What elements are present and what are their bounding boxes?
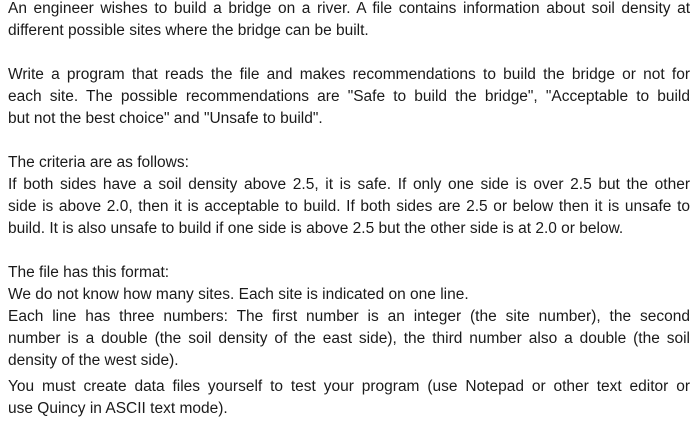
text-line: We do not know how many sites. Each site is indicated on one line. — [8, 286, 469, 303]
text-line: use Quincy in ASCII text mode). — [8, 400, 228, 417]
text-line: each site. The possible recommendations are "Safe to build the bridge", "Acceptable to build — [8, 88, 690, 105]
text-line: If both sides have a soil density above 2.5, it is safe. If only one side is over 2.5 but the other — [8, 176, 690, 193]
task-paragraph — [8, 64, 690, 130]
intro-paragraph — [8, 0, 690, 42]
text-line: different possible sites where the bridge can be built. — [8, 22, 369, 39]
text-line: number is a double (the soil density of the east side), the third number also a double (the soil — [8, 330, 690, 347]
format-paragraph — [8, 262, 690, 372]
text-line: build. It is also unsafe to build if one side is above 2.5 but the other side is at 2.0 or below. — [8, 220, 624, 237]
text-line: The file has this format: — [8, 264, 170, 281]
testing-paragraph — [8, 376, 690, 420]
text-line: side is above 2.0, then it is acceptable to build. If both sides are 2.5 or below then it is unsafe to — [8, 198, 690, 215]
text-line: but not the best choice" and "Unsafe to build". — [8, 110, 323, 127]
text-line: density of the west side). — [8, 352, 179, 369]
text-line: An engineer wishes to build a bridge on a river. A file contains information about soil density at — [8, 0, 690, 17]
text-line: Each line has three numbers: The first number is an integer (the site number), the second — [8, 308, 690, 325]
text-line: You must create data files yourself to test your program (use Notepad or other text editor or — [8, 378, 690, 395]
text-line: Write a program that reads the file and makes recommendations to build the bridge or not for — [8, 66, 690, 83]
criteria-paragraph — [8, 152, 690, 240]
text-line: The criteria are as follows: — [8, 154, 189, 171]
